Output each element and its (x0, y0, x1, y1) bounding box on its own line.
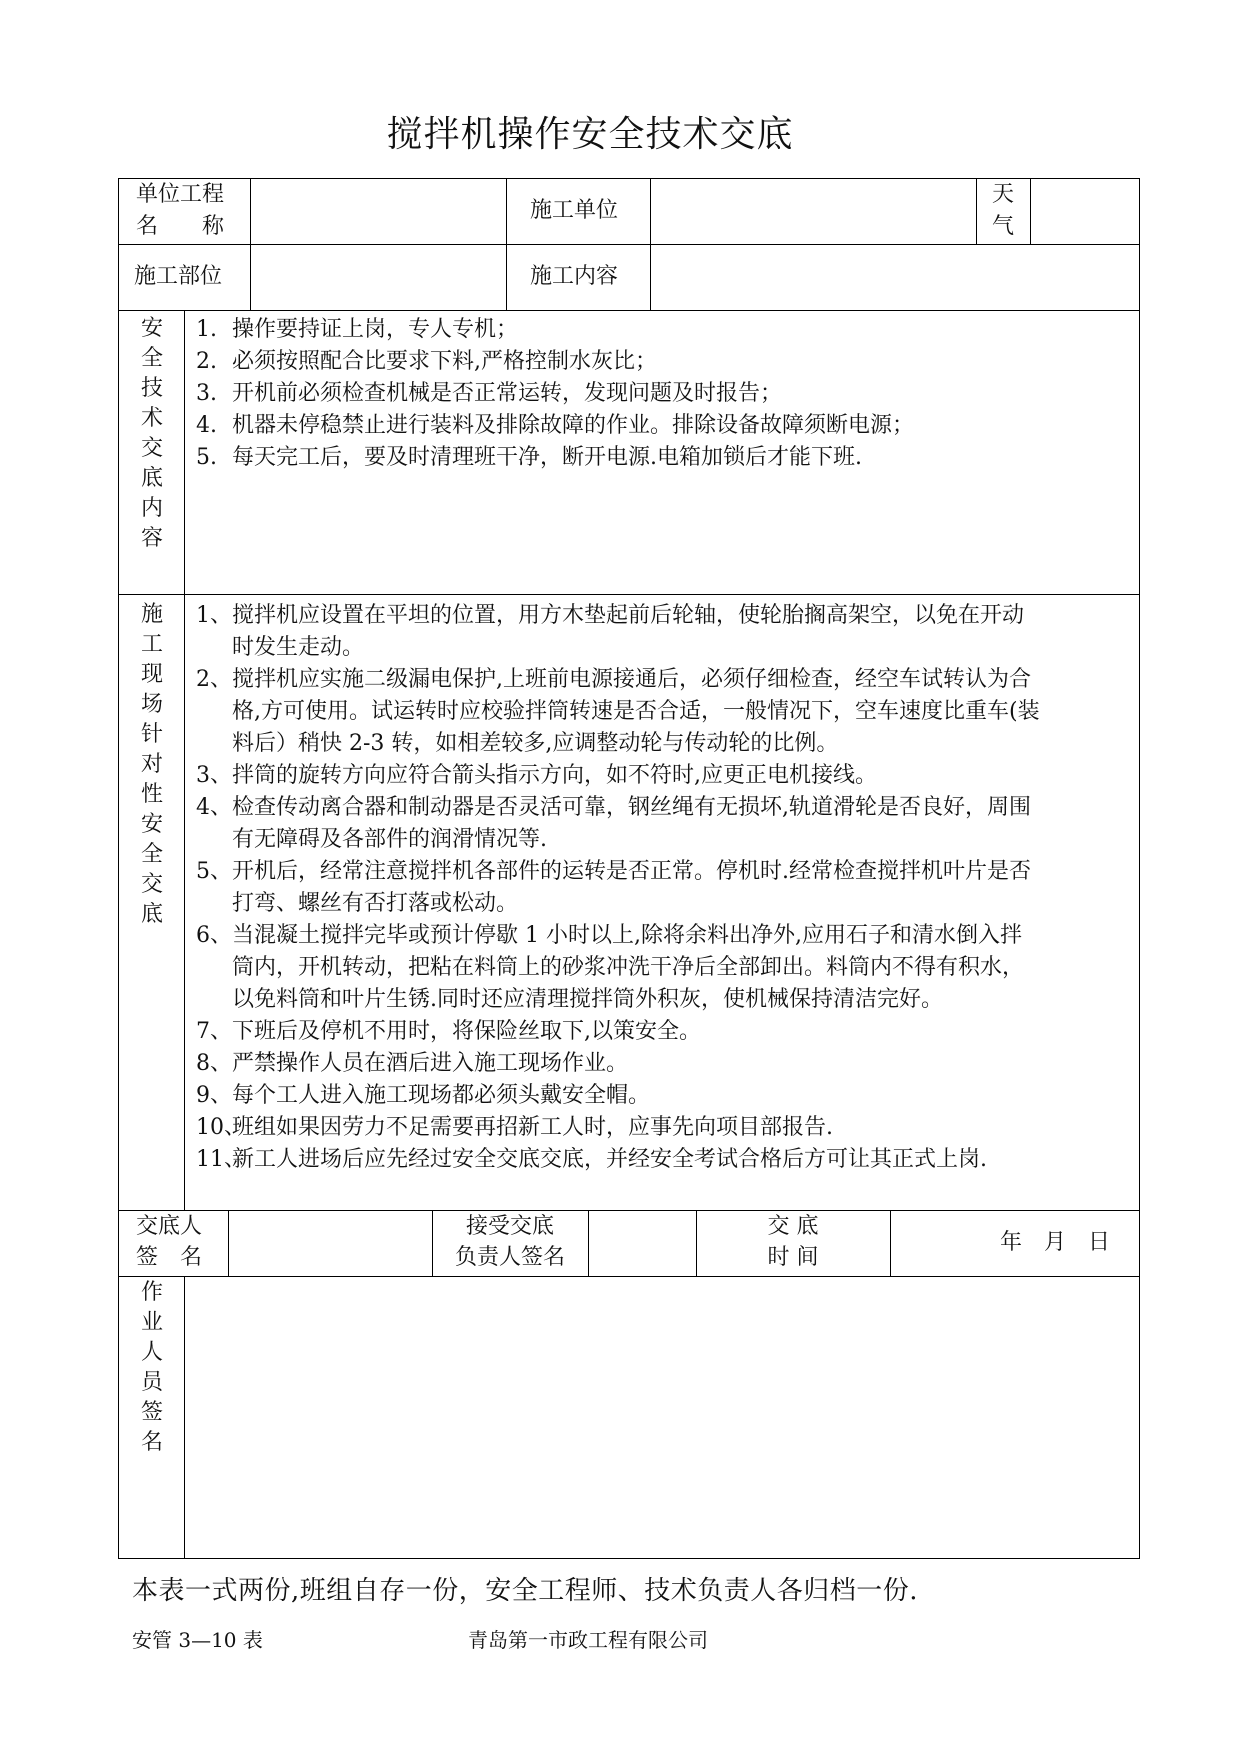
vertical-label-char: 人 (140, 1340, 163, 1365)
vertical-label-char: 场 (140, 692, 163, 717)
list-item-number: 2. (196, 349, 217, 374)
list-item-text: 时发生走动。 (232, 635, 365, 660)
list-item-number: 8、 (196, 1051, 232, 1076)
table-rule (650, 178, 651, 310)
list-item (196, 442, 862, 474)
list-item-text: 操作要持证上岗，专人专机； (232, 317, 519, 342)
list-item-text: 格,方可使用。试运转时应校验拌筒转速是否合适，一般情况下，空车速度比重车(装 (232, 699, 1040, 724)
list-item-number: 1、 (196, 603, 232, 628)
workers-signature-field[interactable] (186, 1278, 1138, 1556)
vertical-label-char: 对 (140, 752, 163, 777)
table-rule (696, 1210, 697, 1276)
table-rule (118, 594, 1140, 595)
vertical-label-char: 全 (140, 346, 163, 371)
vertical-label-char: 安 (140, 316, 163, 341)
list-item-number: 6、 (196, 923, 232, 948)
vertical-label-char: 术 (140, 406, 163, 431)
table-rule (432, 1210, 433, 1276)
list-item-number: 3. (196, 381, 217, 406)
vertical-label-char: 交 (140, 436, 163, 461)
footer-note: 本表一式两份,班组自存一份，安全工程师、技术负责人各归档一份. (132, 1576, 919, 1606)
vertical-label-char: 现 (140, 662, 163, 687)
vertical-label-char: 工 (140, 632, 163, 657)
table-border-bottom (118, 1558, 1140, 1559)
company-name: 青岛第一市政工程有限公司 (468, 1628, 708, 1652)
table-border-right (1139, 178, 1140, 1559)
table-border-top (118, 178, 1140, 179)
table-rule (506, 178, 507, 310)
list-item (196, 1112, 833, 1144)
vertical-label-char: 交 (140, 872, 163, 897)
list-item-number: 5、 (196, 859, 232, 884)
list-item-text: 当混凝土搅拌完毕或预计停歇 1 小时以上,除将余料出净外,应用石子和清水倒入拌 (232, 923, 1022, 948)
list-item-number: 9、 (196, 1083, 232, 1108)
construction-location-label: 施工部位 (134, 264, 223, 289)
briefing-date-field[interactable]: 年 月 日 (1000, 1230, 1111, 1255)
list-item (196, 920, 1024, 1016)
list-item-text: 筒内，开机转动，把粘在料筒上的砂浆冲洗干净后全部卸出。料筒内不得有积水， (232, 955, 1025, 980)
list-item-number: 4、 (196, 795, 232, 820)
vertical-label-char: 签 (140, 1400, 163, 1425)
vertical-label-char: 技 (140, 376, 163, 401)
list-item-number: 10、 (196, 1115, 246, 1140)
project-name-field[interactable] (252, 180, 504, 242)
list-item-text: 以免料筒和叶片生锈.同时还应清理搅拌筒外积灰，使机械保持清洁完好。 (232, 987, 943, 1012)
list-item-number: 2、 (196, 667, 232, 692)
list-item (196, 1016, 701, 1048)
list-item (196, 856, 1031, 920)
vertical-label-char: 名 (140, 1430, 163, 1455)
list-item-text: 料后）稍快 2-3 转，如相差较多,应调整动轮与传动轮的比例。 (232, 731, 839, 756)
list-item (196, 346, 657, 378)
workers-signature-label (120, 1278, 184, 1458)
list-item-number: 5. (196, 445, 217, 470)
vertical-label-char: 针 (140, 722, 163, 747)
table-rule (250, 178, 251, 310)
list-item-text: 每天完工后，要及时清理班干净，断开电源.电箱加锁后才能下班. (232, 445, 862, 470)
list-item-number: 11、 (196, 1147, 246, 1172)
list-item-text: 开机前必须检查机械是否正常运转，发现问题及时报告； (232, 381, 783, 406)
list-item (196, 664, 1040, 760)
vertical-label-char: 员 (140, 1370, 163, 1395)
vertical-label-char: 容 (140, 526, 163, 551)
safety-briefing-label (120, 314, 184, 554)
table-rule (890, 1210, 891, 1276)
list-item-number: 7、 (196, 1019, 232, 1044)
list-item-text: 严禁操作人员在酒后进入施工现场作业。 (232, 1051, 629, 1076)
list-item (196, 1048, 628, 1080)
table-rule (228, 1210, 229, 1276)
vertical-label-char: 施 (140, 602, 163, 627)
list-item (196, 792, 1031, 856)
list-item-number: 1. (196, 317, 217, 342)
list-item-text: 新工人进场后应先经过安全交底交底，并经安全考试合格后方可让其正式上岗. (232, 1147, 987, 1172)
vertical-label-char: 业 (140, 1310, 163, 1335)
list-item-text: 搅拌机应实施二级漏电保护,上班前电源接通后，必须仔细检查，经空车试转认为合 (232, 667, 1031, 692)
construction-content-field[interactable] (652, 246, 1138, 308)
table-rule (976, 178, 977, 244)
list-item-text: 有无障碍及各部件的润滑情况等. (232, 827, 547, 852)
list-item-number: 3、 (196, 763, 232, 788)
briefing-giver-signature-field[interactable] (230, 1212, 430, 1274)
construction-location-field[interactable] (252, 246, 504, 308)
list-item (196, 1144, 987, 1176)
list-item-text: 拌筒的旋转方向应符合箭头指示方向，如不符时,应更正电机接线。 (232, 763, 877, 788)
vertical-label-char: 全 (140, 842, 163, 867)
document-title: 搅拌机操作安全技术交底 (386, 114, 794, 155)
list-item-text: 必须按照配合比要求下料,严格控制水灰比； (232, 349, 657, 374)
list-item-text: 机器未停稳禁止进行装料及排除故障的作业。排除设备故障须断电源； (232, 413, 915, 438)
construction-content-label: 施工内容 (530, 264, 619, 289)
list-item-text: 检查传动离合器和制动器是否灵活可靠，钢丝绳有无损坏,轨道滑轮是否良好，周围 (232, 795, 1031, 820)
construction-unit-field[interactable] (652, 180, 974, 242)
vertical-label-char: 安 (140, 812, 163, 837)
vertical-label-char: 底 (140, 902, 163, 927)
table-rule (184, 310, 185, 1210)
list-item-number: 4. (196, 413, 217, 438)
table-rule (118, 310, 1140, 311)
vertical-label-char: 性 (140, 782, 163, 807)
receiver-signature-field[interactable] (590, 1212, 694, 1274)
list-item (196, 314, 518, 346)
table-rule (184, 1276, 185, 1558)
list-item-text: 打弯、螺丝有否打落或松动。 (232, 891, 519, 916)
list-item (196, 600, 1024, 664)
table-rule (118, 244, 1140, 245)
list-item (196, 410, 914, 442)
list-item-text: 每个工人进入施工现场都必须头戴安全帽。 (232, 1083, 651, 1108)
table-rule (1030, 178, 1031, 244)
list-item-text: 下班后及停机不用时，将保险丝取下,以策安全。 (232, 1019, 701, 1044)
table-rule (118, 1210, 1140, 1211)
list-item-text: 搅拌机应设置在平坦的位置，用方木垫起前后轮轴，使轮胎搁高架空，以免在开动 (232, 603, 1025, 628)
weather-field[interactable] (1032, 180, 1138, 242)
vertical-label-char: 底 (140, 466, 163, 491)
list-item-text: 班组如果因劳力不足需要再招新工人时，应事先向项目部报告. (232, 1115, 833, 1140)
site-safety-briefing-label (120, 600, 184, 930)
list-item (196, 378, 782, 410)
form-number: 安管 3—10 表 (132, 1628, 263, 1652)
table-rule (588, 1210, 589, 1276)
vertical-label-char: 内 (140, 496, 163, 521)
construction-unit-label: 施工单位 (530, 198, 619, 223)
table-border-left (118, 178, 119, 1559)
list-item (196, 1080, 650, 1112)
list-item (196, 760, 877, 792)
list-item-text: 开机后，经常注意搅拌机各部件的运转是否正常。停机时.经常检查搅拌机叶片是否 (232, 859, 1031, 884)
table-rule (118, 1276, 1140, 1277)
vertical-label-char: 作 (140, 1280, 163, 1305)
